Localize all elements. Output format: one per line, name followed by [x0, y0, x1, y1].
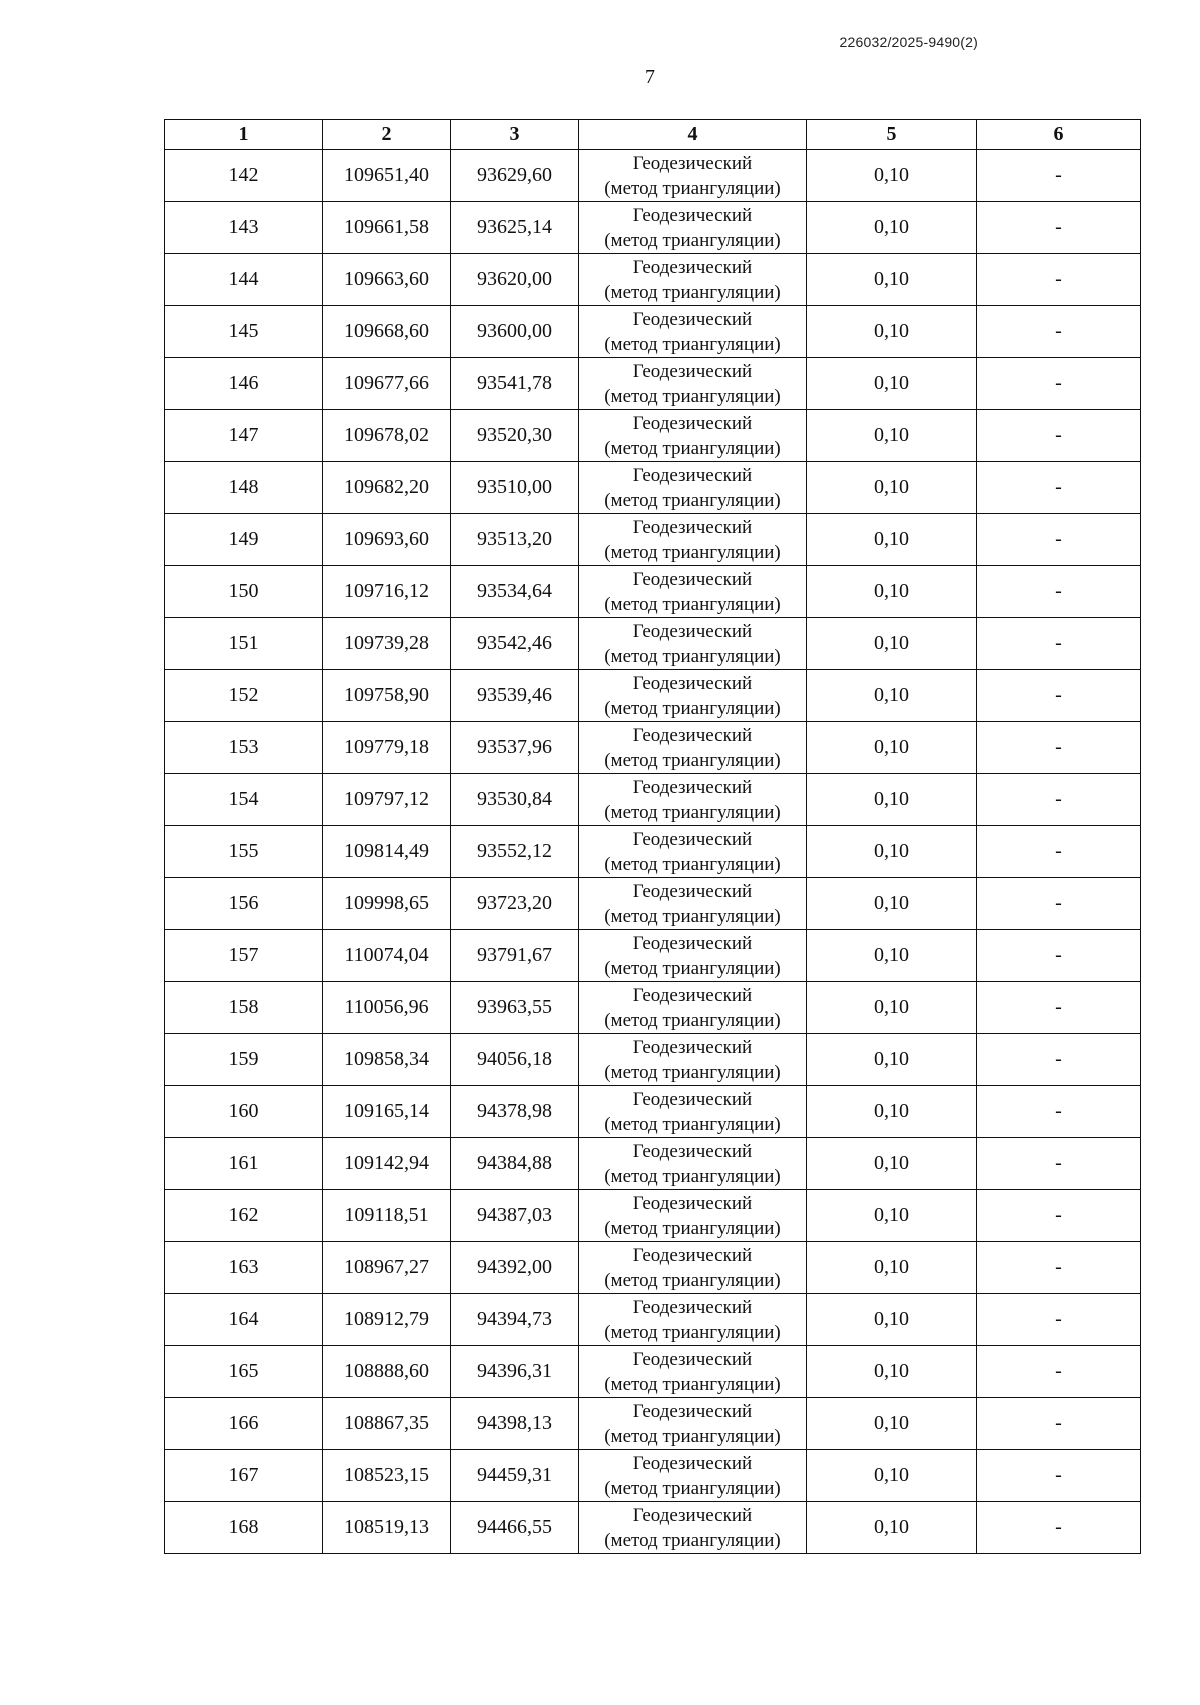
method-line-2: (метод триангуляции) [604, 385, 781, 407]
x-coordinate-cell: 109661,58 [323, 202, 451, 254]
accuracy-cell: 0,10 [807, 774, 977, 826]
method-line-1: Геодезический [632, 308, 753, 330]
note-cell: - [977, 826, 1141, 878]
note-cell: - [977, 514, 1141, 566]
method-cell [579, 1190, 807, 1242]
column-header: 5 [807, 120, 977, 150]
accuracy-cell: 0,10 [807, 1502, 977, 1554]
y-coordinate-cell: 94378,98 [451, 1086, 579, 1138]
note-cell: - [977, 1294, 1141, 1346]
table-row [165, 410, 1141, 462]
accuracy-cell: 0,10 [807, 1190, 977, 1242]
method-cell [579, 254, 807, 306]
x-coordinate-cell: 109668,60 [323, 306, 451, 358]
method-line-2: (метод триангуляции) [604, 333, 781, 355]
point-number-cell: 161 [165, 1138, 323, 1190]
y-coordinate-cell: 94384,88 [451, 1138, 579, 1190]
point-number-cell: 165 [165, 1346, 323, 1398]
method-cell [579, 514, 807, 566]
method-line-1: Геодезический [632, 1192, 753, 1214]
x-coordinate-cell: 109142,94 [323, 1138, 451, 1190]
method-line-2: (метод триангуляции) [604, 1217, 781, 1239]
y-coordinate-cell: 93963,55 [451, 982, 579, 1034]
method-cell [579, 982, 807, 1034]
y-coordinate-cell: 93539,46 [451, 670, 579, 722]
column-header: 2 [323, 120, 451, 150]
y-coordinate-cell: 93541,78 [451, 358, 579, 410]
note-cell: - [977, 982, 1141, 1034]
y-coordinate-cell: 94394,73 [451, 1294, 579, 1346]
y-coordinate-cell: 93620,00 [451, 254, 579, 306]
note-cell: - [977, 202, 1141, 254]
accuracy-cell: 0,10 [807, 254, 977, 306]
point-number-cell: 168 [165, 1502, 323, 1554]
y-coordinate-cell: 93542,46 [451, 618, 579, 670]
method-line-2: (метод триангуляции) [604, 489, 781, 511]
page-number: 7 [645, 66, 655, 88]
point-number-cell: 150 [165, 566, 323, 618]
point-number-cell: 152 [165, 670, 323, 722]
method-line-1: Геодезический [632, 464, 753, 486]
method-line-1: Геодезический [632, 152, 753, 174]
method-cell [579, 1086, 807, 1138]
table-row [165, 150, 1141, 202]
x-coordinate-cell: 109814,49 [323, 826, 451, 878]
accuracy-cell: 0,10 [807, 930, 977, 982]
method-line-1: Геодезический [632, 1400, 753, 1422]
method-line-1: Геодезический [632, 204, 753, 226]
table-row [165, 930, 1141, 982]
method-line-1: Геодезический [632, 412, 753, 434]
table-row [165, 1138, 1141, 1190]
table-header [165, 120, 1141, 150]
document-number: 226032/2025-9490(2) [839, 34, 978, 50]
column-header: 4 [579, 120, 807, 150]
coordinates-table [164, 119, 1141, 1554]
point-number-cell: 153 [165, 722, 323, 774]
method-cell [579, 1346, 807, 1398]
table-row [165, 878, 1141, 930]
method-line-1: Геодезический [632, 1140, 753, 1162]
x-coordinate-cell: 109739,28 [323, 618, 451, 670]
note-cell: - [977, 566, 1141, 618]
point-number-cell: 144 [165, 254, 323, 306]
accuracy-cell: 0,10 [807, 150, 977, 202]
note-cell: - [977, 1398, 1141, 1450]
method-cell [579, 566, 807, 618]
method-line-2: (метод триангуляции) [604, 801, 781, 823]
y-coordinate-cell: 93723,20 [451, 878, 579, 930]
y-coordinate-cell: 94466,55 [451, 1502, 579, 1554]
method-line-1: Геодезический [632, 1452, 753, 1474]
x-coordinate-cell: 109998,65 [323, 878, 451, 930]
method-line-2: (метод триангуляции) [604, 1321, 781, 1343]
accuracy-cell: 0,10 [807, 462, 977, 514]
y-coordinate-cell: 93600,00 [451, 306, 579, 358]
table-row [165, 618, 1141, 670]
accuracy-cell: 0,10 [807, 410, 977, 462]
method-line-2: (метод триангуляции) [604, 1009, 781, 1031]
method-cell [579, 410, 807, 462]
y-coordinate-cell: 93552,12 [451, 826, 579, 878]
method-line-2: (метод триангуляции) [604, 593, 781, 615]
accuracy-cell: 0,10 [807, 670, 977, 722]
method-line-1: Геодезический [632, 672, 753, 694]
point-number-cell: 158 [165, 982, 323, 1034]
note-cell: - [977, 1502, 1141, 1554]
x-coordinate-cell: 109682,20 [323, 462, 451, 514]
note-cell: - [977, 1034, 1141, 1086]
point-number-cell: 162 [165, 1190, 323, 1242]
accuracy-cell: 0,10 [807, 826, 977, 878]
x-coordinate-cell: 109716,12 [323, 566, 451, 618]
method-line-2: (метод триангуляции) [604, 1477, 781, 1499]
method-line-2: (метод триангуляции) [604, 281, 781, 303]
method-line-1: Геодезический [632, 1088, 753, 1110]
x-coordinate-cell: 108912,79 [323, 1294, 451, 1346]
method-line-1: Геодезический [632, 932, 753, 954]
y-coordinate-cell: 93791,67 [451, 930, 579, 982]
method-line-1: Геодезический [632, 620, 753, 642]
table-row [165, 514, 1141, 566]
table-row [165, 358, 1141, 410]
point-number-cell: 160 [165, 1086, 323, 1138]
table-row [165, 1034, 1141, 1086]
x-coordinate-cell: 108888,60 [323, 1346, 451, 1398]
accuracy-cell: 0,10 [807, 202, 977, 254]
x-coordinate-cell: 109858,34 [323, 1034, 451, 1086]
note-cell: - [977, 150, 1141, 202]
method-line-2: (метод триангуляции) [604, 1529, 781, 1551]
table-row [165, 670, 1141, 722]
y-coordinate-cell: 93537,96 [451, 722, 579, 774]
method-line-2: (метод триангуляции) [604, 853, 781, 875]
note-cell: - [977, 618, 1141, 670]
method-cell [579, 358, 807, 410]
point-number-cell: 145 [165, 306, 323, 358]
x-coordinate-cell: 110056,96 [323, 982, 451, 1034]
x-coordinate-cell: 109663,60 [323, 254, 451, 306]
column-header: 6 [977, 120, 1141, 150]
table-row [165, 1346, 1141, 1398]
note-cell: - [977, 930, 1141, 982]
accuracy-cell: 0,10 [807, 358, 977, 410]
method-cell [579, 930, 807, 982]
note-cell: - [977, 410, 1141, 462]
method-line-2: (метод триангуляции) [604, 1113, 781, 1135]
method-line-1: Геодезический [632, 984, 753, 1006]
method-line-2: (метод триангуляции) [604, 437, 781, 459]
table-row [165, 202, 1141, 254]
method-line-1: Геодезический [632, 360, 753, 382]
y-coordinate-cell: 94459,31 [451, 1450, 579, 1502]
y-coordinate-cell: 93629,60 [451, 150, 579, 202]
table-row [165, 254, 1141, 306]
header-row [165, 120, 1141, 150]
table-row [165, 1190, 1141, 1242]
method-line-2: (метод триангуляции) [604, 749, 781, 771]
x-coordinate-cell: 109693,60 [323, 514, 451, 566]
note-cell: - [977, 1450, 1141, 1502]
column-header: 1 [165, 120, 323, 150]
method-line-2: (метод триангуляции) [604, 1425, 781, 1447]
table-row [165, 982, 1141, 1034]
y-coordinate-cell: 93530,84 [451, 774, 579, 826]
x-coordinate-cell: 109677,66 [323, 358, 451, 410]
note-cell: - [977, 462, 1141, 514]
y-coordinate-cell: 94056,18 [451, 1034, 579, 1086]
table-body [165, 150, 1141, 1554]
method-line-2: (метод триангуляции) [604, 645, 781, 667]
method-line-1: Геодезический [632, 1296, 753, 1318]
y-coordinate-cell: 93520,30 [451, 410, 579, 462]
method-line-2: (метод триангуляции) [604, 905, 781, 927]
note-cell: - [977, 1190, 1141, 1242]
accuracy-cell: 0,10 [807, 306, 977, 358]
table-row [165, 1242, 1141, 1294]
x-coordinate-cell: 109797,12 [323, 774, 451, 826]
method-cell [579, 878, 807, 930]
point-number-cell: 157 [165, 930, 323, 982]
method-cell [579, 722, 807, 774]
accuracy-cell: 0,10 [807, 618, 977, 670]
method-cell [579, 1242, 807, 1294]
method-cell [579, 1450, 807, 1502]
method-cell [579, 826, 807, 878]
y-coordinate-cell: 93625,14 [451, 202, 579, 254]
point-number-cell: 164 [165, 1294, 323, 1346]
point-number-cell: 149 [165, 514, 323, 566]
accuracy-cell: 0,10 [807, 878, 977, 930]
note-cell: - [977, 306, 1141, 358]
method-line-1: Геодезический [632, 1244, 753, 1266]
y-coordinate-cell: 93510,00 [451, 462, 579, 514]
point-number-cell: 154 [165, 774, 323, 826]
method-cell [579, 670, 807, 722]
y-coordinate-cell: 94396,31 [451, 1346, 579, 1398]
accuracy-cell: 0,10 [807, 514, 977, 566]
method-line-1: Геодезический [632, 1036, 753, 1058]
x-coordinate-cell: 109678,02 [323, 410, 451, 462]
accuracy-cell: 0,10 [807, 722, 977, 774]
accuracy-cell: 0,10 [807, 1294, 977, 1346]
y-coordinate-cell: 94387,03 [451, 1190, 579, 1242]
y-coordinate-cell: 93513,20 [451, 514, 579, 566]
method-line-2: (метод триангуляции) [604, 1373, 781, 1395]
x-coordinate-cell: 108519,13 [323, 1502, 451, 1554]
accuracy-cell: 0,10 [807, 982, 977, 1034]
note-cell: - [977, 1242, 1141, 1294]
point-number-cell: 147 [165, 410, 323, 462]
method-line-2: (метод триангуляции) [604, 541, 781, 563]
method-line-1: Геодезический [632, 880, 753, 902]
method-line-2: (метод триангуляции) [604, 1165, 781, 1187]
method-cell [579, 306, 807, 358]
table-row [165, 1398, 1141, 1450]
method-cell [579, 150, 807, 202]
method-line-1: Геодезический [632, 1348, 753, 1370]
point-number-cell: 159 [165, 1034, 323, 1086]
point-number-cell: 156 [165, 878, 323, 930]
point-number-cell: 155 [165, 826, 323, 878]
method-cell [579, 1398, 807, 1450]
method-line-2: (метод триангуляции) [604, 957, 781, 979]
method-cell [579, 1294, 807, 1346]
point-number-cell: 167 [165, 1450, 323, 1502]
method-cell [579, 1502, 807, 1554]
table-row [165, 306, 1141, 358]
method-line-1: Геодезический [632, 516, 753, 538]
method-line-2: (метод триангуляции) [604, 697, 781, 719]
x-coordinate-cell: 109651,40 [323, 150, 451, 202]
method-cell [579, 462, 807, 514]
note-cell: - [977, 1138, 1141, 1190]
table-row [165, 1294, 1141, 1346]
point-number-cell: 148 [165, 462, 323, 514]
accuracy-cell: 0,10 [807, 1450, 977, 1502]
note-cell: - [977, 358, 1141, 410]
accuracy-cell: 0,10 [807, 1034, 977, 1086]
table-row [165, 1450, 1141, 1502]
point-number-cell: 163 [165, 1242, 323, 1294]
y-coordinate-cell: 93534,64 [451, 566, 579, 618]
accuracy-cell: 0,10 [807, 1242, 977, 1294]
x-coordinate-cell: 108523,15 [323, 1450, 451, 1502]
column-header: 3 [451, 120, 579, 150]
y-coordinate-cell: 94392,00 [451, 1242, 579, 1294]
method-line-1: Геодезический [632, 776, 753, 798]
accuracy-cell: 0,10 [807, 566, 977, 618]
note-cell: - [977, 254, 1141, 306]
note-cell: - [977, 1086, 1141, 1138]
method-line-1: Геодезический [632, 568, 753, 590]
accuracy-cell: 0,10 [807, 1398, 977, 1450]
method-cell [579, 1138, 807, 1190]
method-line-2: (метод триангуляции) [604, 1061, 781, 1083]
point-number-cell: 166 [165, 1398, 323, 1450]
x-coordinate-cell: 108967,27 [323, 1242, 451, 1294]
method-line-2: (метод триангуляции) [604, 229, 781, 251]
method-cell [579, 202, 807, 254]
table-row [165, 566, 1141, 618]
table-row [165, 1502, 1141, 1554]
method-line-1: Геодезический [632, 828, 753, 850]
note-cell: - [977, 670, 1141, 722]
y-coordinate-cell: 94398,13 [451, 1398, 579, 1450]
table-row [165, 1086, 1141, 1138]
table-row [165, 462, 1141, 514]
point-number-cell: 142 [165, 150, 323, 202]
method-line-1: Геодезический [632, 1504, 753, 1526]
x-coordinate-cell: 109118,51 [323, 1190, 451, 1242]
point-number-cell: 143 [165, 202, 323, 254]
table-row [165, 826, 1141, 878]
x-coordinate-cell: 108867,35 [323, 1398, 451, 1450]
method-line-2: (метод триангуляции) [604, 177, 781, 199]
method-line-1: Геодезический [632, 256, 753, 278]
point-number-cell: 146 [165, 358, 323, 410]
note-cell: - [977, 1346, 1141, 1398]
x-coordinate-cell: 109165,14 [323, 1086, 451, 1138]
note-cell: - [977, 722, 1141, 774]
point-number-cell: 151 [165, 618, 323, 670]
method-cell [579, 618, 807, 670]
note-cell: - [977, 878, 1141, 930]
method-cell [579, 774, 807, 826]
method-line-1: Геодезический [632, 724, 753, 746]
accuracy-cell: 0,10 [807, 1086, 977, 1138]
method-line-2: (метод триангуляции) [604, 1269, 781, 1291]
accuracy-cell: 0,10 [807, 1138, 977, 1190]
x-coordinate-cell: 109779,18 [323, 722, 451, 774]
accuracy-cell: 0,10 [807, 1346, 977, 1398]
x-coordinate-cell: 109758,90 [323, 670, 451, 722]
method-cell [579, 1034, 807, 1086]
table-row [165, 774, 1141, 826]
note-cell: - [977, 774, 1141, 826]
x-coordinate-cell: 110074,04 [323, 930, 451, 982]
table-row [165, 722, 1141, 774]
